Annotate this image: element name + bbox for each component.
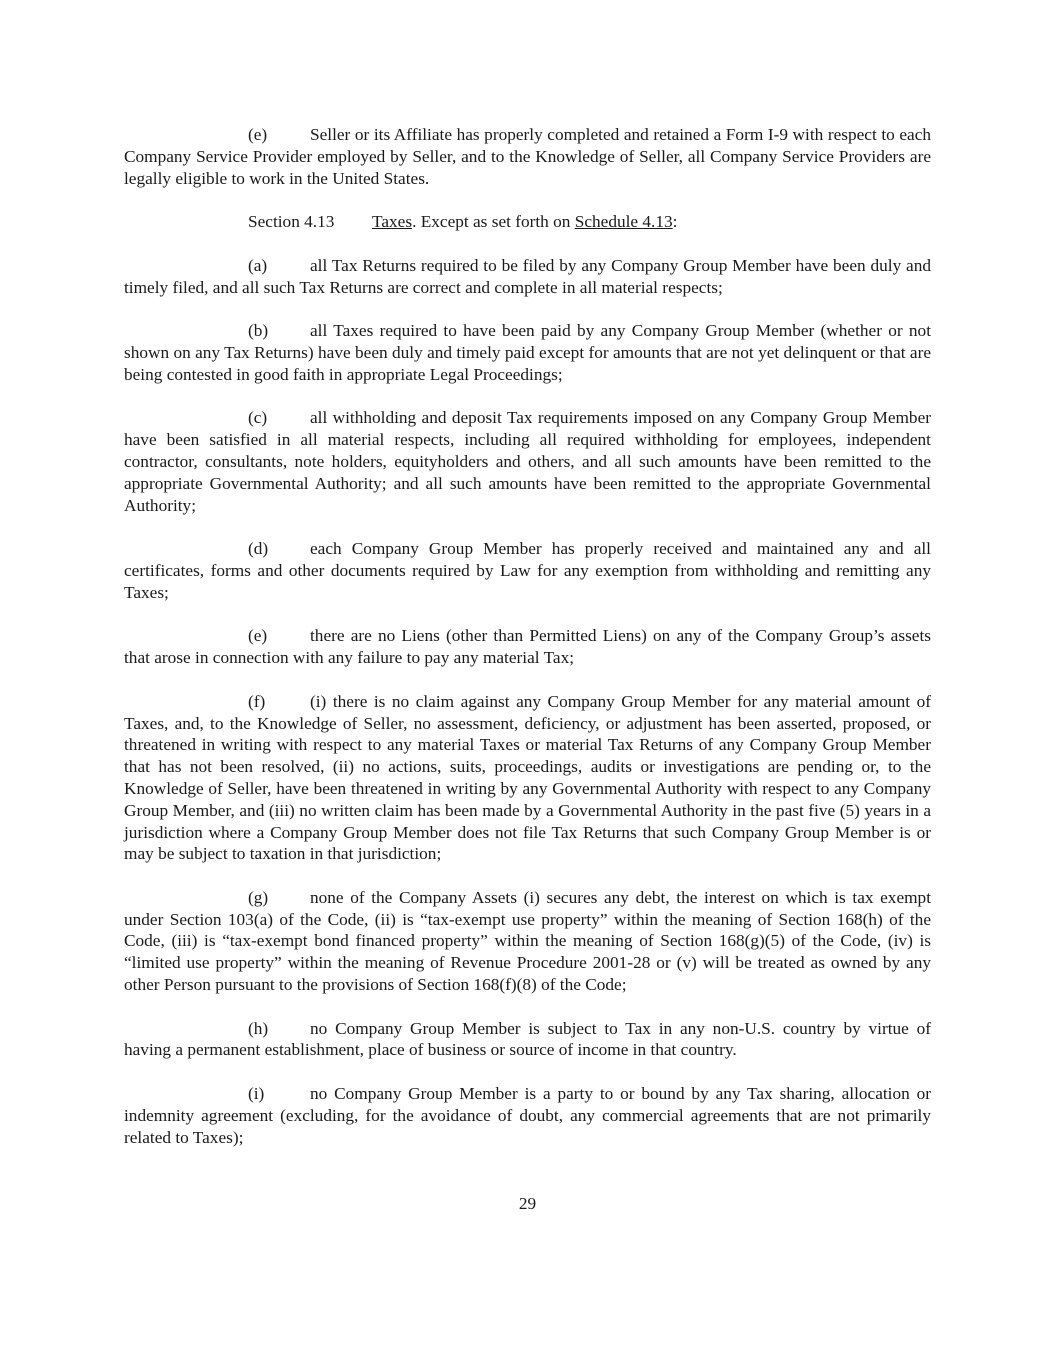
paragraph-b <box>124 320 931 385</box>
paragraph-label: (h) <box>248 1018 269 1038</box>
paragraph-d <box>124 538 931 603</box>
paragraph-e-top <box>124 124 931 189</box>
paragraph-label: (c) <box>248 408 268 428</box>
paragraph-text: there are no Liens (other than Permitted Liens) on any of the Company Group’s assets that arose in connection with any failure to pay any material Tax; <box>124 626 931 668</box>
paragraph-text: none of the Company Assets (i) secures any debt, the interest on which is tax exempt under Section 103(a) of the Code, (ii) is “tax-exempt use property” within the meaning of Section 168(h) of the Code, (iii) is “tax-exempt bond financed property” within the meaning of Section 168(g)(5) of the Code, (iv) is “limited use property” within the meaning of Revenue Procedure 2001-28 or (v) will be treated as owned by any other Person pursuant to the provisions of Section 168(f)(8) of the Code; <box>124 887 931 995</box>
section-suffix: : <box>672 212 678 232</box>
paragraph-h <box>124 1018 931 1062</box>
paragraph-g <box>124 887 931 996</box>
paragraph-text: (i) there is no claim against any Company Group Member for any material amount of Taxes, and, to the Knowledge of Seller, no assessment, deficiency, or adjustment has been asserted, proposed, or threatened in writing with respect to any material Taxes or material Tax Returns of any Company Group Member that has not been resolved, (ii) no actions, suits, proceedings, audits or investigations are pending or, to the Knowledge of Seller, have been threatened in writing by any Governmental Authority with respect to any Company Group Member, and (iii) no written claim has been made by a Governmental Authority in the past five (5) years in a jurisdiction where a Company Group Member does not file Tax Returns that such Company Group Member is or may be subject to taxation in that jurisdiction; <box>124 691 931 864</box>
paragraph-label: (b) <box>248 321 269 341</box>
paragraph-label: (f) <box>248 691 266 711</box>
paragraph-label: (g) <box>248 887 269 907</box>
paragraph-label: (e) <box>248 626 268 646</box>
paragraph-text: all Taxes required to have been paid by any Company Group Member (whether or not shown on any Tax Returns) have been duly and timely paid except for amounts that are not yet delinquent or that are being contested in good faith in appropriate Legal Proceedings; <box>124 321 931 384</box>
document-page <box>124 124 931 1170</box>
paragraph-label: (a) <box>248 255 268 275</box>
paragraph-text: Seller or its Affiliate has properly completed and retained a Form I-9 with respect to each Company Service Provider employed by Seller, and to the Knowledge of Seller, all Company Service Providers are legally eligible to work in the United States. <box>124 125 931 188</box>
section-title: Taxes <box>372 212 413 232</box>
paragraph-e <box>124 625 931 669</box>
paragraph-text: no Company Group Member is subject to Tax in any non-U.S. country by virtue of having a permanent establishment, place of business or source of income in that country. <box>124 1018 931 1060</box>
paragraph-text: all withholding and deposit Tax requirements imposed on any Company Group Member have been satisfied in all material respects, including all required withholding for employees, independent contractor, consultants, note holders, equityholders and others, and all such amounts have been remitted to the appropriate Governmental Authority; and all such amounts have been remitted to the appropriate Governmental Authority; <box>124 408 931 515</box>
paragraph-f <box>124 691 931 865</box>
paragraph-text: no Company Group Member is a party to or bound by any Tax sharing, allocation or indemnity agreement (excluding, for the avoidance of doubt, any commercial agreements that are not primarily related to Taxes); <box>124 1084 931 1147</box>
paragraph-text: each Company Group Member has properly received and maintained any and all certificates, forms and other documents required by Law for any exemption from withholding and remitting any Taxes; <box>124 539 931 602</box>
paragraph-label: (i) <box>248 1084 265 1104</box>
paragraph-i <box>124 1083 931 1148</box>
schedule-reference: Schedule 4.13 <box>574 212 673 232</box>
paragraph-a <box>124 255 931 299</box>
page-number: 29 <box>518 1194 537 1213</box>
section-heading <box>124 211 931 233</box>
paragraph-label: (e) <box>248 125 268 144</box>
paragraph-text: all Tax Returns required to be filed by any Company Group Member have been duly and timely filed, and all such Tax Returns are correct and complete in all material respects; <box>124 255 931 297</box>
section-intro: . Except as set forth on <box>412 212 575 232</box>
paragraph-c <box>124 407 931 516</box>
section-number: Section 4.13 <box>248 212 335 232</box>
paragraph-label: (d) <box>248 539 269 559</box>
